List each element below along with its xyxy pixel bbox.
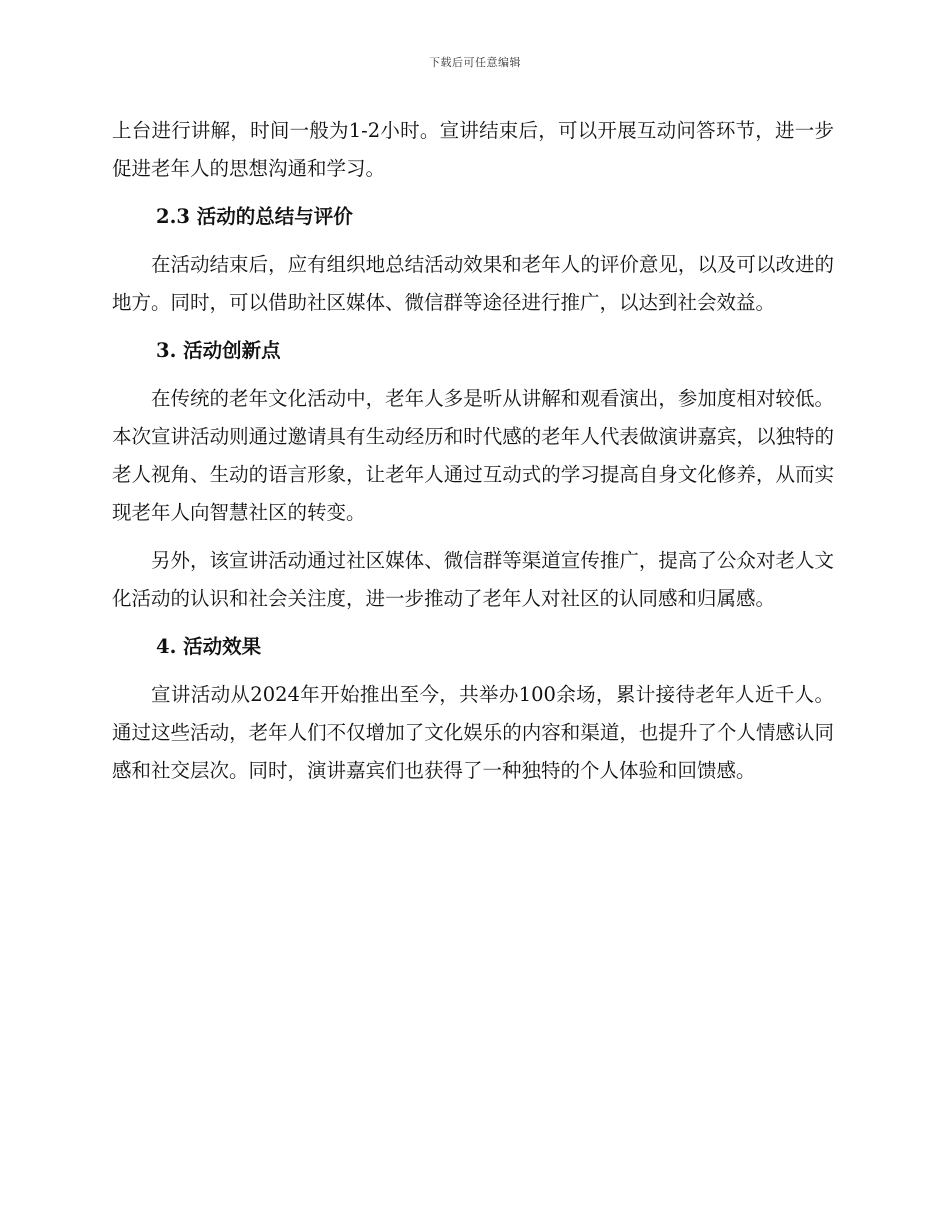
section-2-3-heading: 2.3 活动的总结与评价 bbox=[156, 205, 353, 228]
section-2-3-paragraph: 在活动结束后，应有组织地总结活动效果和老年人的评价意见，以及可以改进的地方。同时，可以借助社区媒体、微信群等途径进行推广，以达到社会效益。 bbox=[112, 253, 834, 314]
section-4-paragraph: 宣讲活动从2024年开始推出至今，共举办100余场，累计接待老年人近千人。通过这些活动，老年人们不仅增加了文化娱乐的内容和渠道，也提升了个人情感认同感和社交层次。同时，演讲嘉宾们也获得了一种独特的个人体验和回馈感。 bbox=[112, 683, 834, 782]
section-4-heading: 4. 活动效果 bbox=[156, 635, 262, 658]
page-header: 下载后可任意编辑 bbox=[429, 56, 521, 69]
intro-paragraph: 上台进行讲解，时间一般为1-2小时。宣讲结束后，可以开展互动问答环节，进一步促进老年人的思想沟通和学习。 bbox=[112, 119, 834, 180]
section-3-paragraph-1: 在传统的老年文化活动中，老年人多是听从讲解和观看演出，参加度相对较低。本次宣讲活动则通过邀请具有生动经历和时代感的老年人代表做演讲嘉宾，以独特的老人视角、生动的语言形象，让老年人通过互动式的学习提高自身文化修养，从而实现老年人向智慧社区的转变。 bbox=[112, 387, 834, 524]
document-body bbox=[112, 112, 834, 790]
section-3-paragraph-2: 另外，该宣讲活动通过社区媒体、微信群等渠道宣传推广，提高了公众对老人文化活动的认识和社会关注度，进一步推动了老年人对社区的认同感和归属感。 bbox=[112, 549, 834, 610]
section-3-heading: 3. 活动创新点 bbox=[156, 339, 281, 362]
